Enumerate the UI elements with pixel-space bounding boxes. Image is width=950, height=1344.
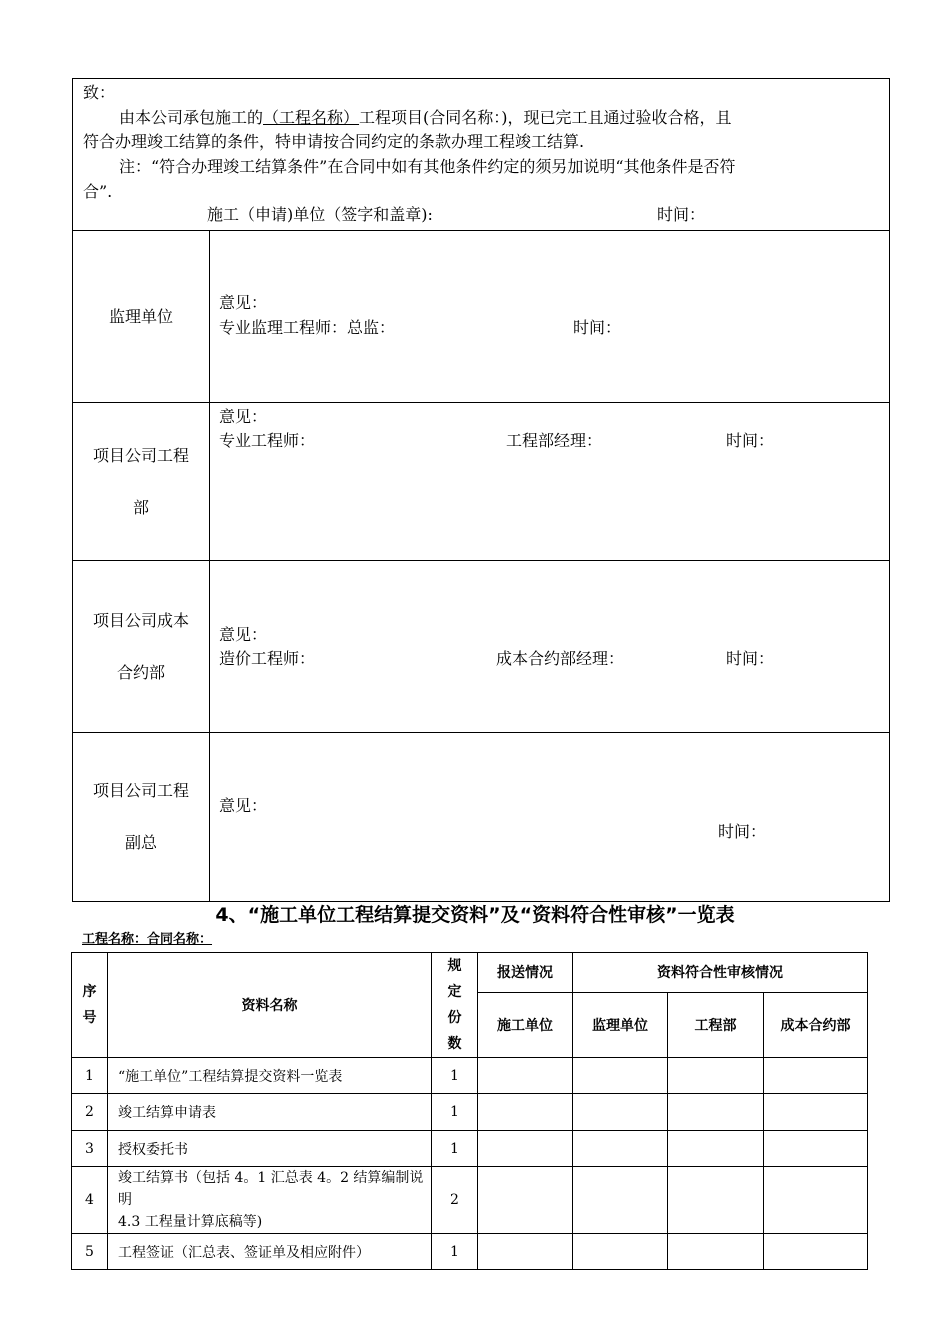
header-seq: 序 号: [72, 953, 108, 1058]
row-seq: 4: [72, 1167, 108, 1234]
statement-line-1: [119, 106, 732, 130]
engineering-cell[interactable]: [668, 1131, 764, 1167]
row-document-name: 工程签证（汇总表、签证单及相应附件）: [108, 1234, 432, 1270]
supervision-time-label: 时间：: [573, 318, 622, 337]
row-copies: 1: [432, 1131, 478, 1167]
cost-estimator-label: 造价工程师：: [219, 649, 316, 668]
supervision-cell[interactable]: [573, 1234, 668, 1270]
supervision-opinion-label: 意见：: [219, 293, 268, 312]
vice-president-label-cell: 项目公司工程 副总: [73, 733, 210, 901]
engineering-cell[interactable]: [668, 1167, 764, 1234]
settlement-application-form: [72, 78, 890, 902]
engineering-opinion-label: 意见：: [219, 407, 268, 426]
applicant-time-label: 时间：: [657, 205, 706, 224]
submission-review-table: [71, 952, 868, 1270]
contractor-cell[interactable]: [478, 1131, 573, 1167]
note-line-2: 合”.: [83, 182, 113, 201]
row-seq: 2: [72, 1094, 108, 1131]
supervision-cell[interactable]: [573, 1094, 668, 1131]
project-contract-name-line: 工程名称：合同名称：: [82, 932, 213, 947]
project-name-field[interactable]: （工程名称）: [263, 108, 360, 127]
row-seq: 5: [72, 1234, 108, 1270]
header-required-copies: 规 定 份 数: [432, 953, 478, 1058]
cost-contract-cell[interactable]: [764, 1234, 868, 1270]
cost-opinion-label: 意见：: [219, 625, 268, 644]
header-supervision: 监理单位: [573, 992, 668, 1057]
cost-manager-label: 成本合约部经理：: [496, 649, 625, 668]
cost-contract-cell[interactable]: [764, 1131, 868, 1167]
supervision-row: [73, 231, 889, 403]
row-copies: 1: [432, 1094, 478, 1131]
table-row: [72, 1131, 868, 1167]
statement-part2: 工程项目(合同名称：)，现已完工且通过验收合格，且: [359, 108, 732, 127]
table-row: [72, 1058, 868, 1094]
header-contractor: 施工单位: [478, 992, 573, 1057]
row-copies: 1: [432, 1058, 478, 1094]
applicant-signature-label: 施工（申请)单位（签字和盖章):: [207, 205, 433, 224]
engineering-manager-label: 工程部经理：: [506, 431, 603, 450]
engineering-time-label: 时间：: [726, 431, 775, 450]
section-title: 4、“施工单位工程结算提交资料”及“资料符合性审核”一览表: [215, 904, 735, 926]
cost-contract-cell[interactable]: [764, 1058, 868, 1094]
header-document-name: 资料名称: [108, 953, 432, 1058]
row-copies: 1: [432, 1234, 478, 1270]
row-document-name: 授权委托书: [108, 1131, 432, 1167]
engineering-cell[interactable]: [668, 1094, 764, 1131]
contractor-cell[interactable]: [478, 1167, 573, 1234]
cost-time-label: 时间：: [726, 649, 775, 668]
row-copies: 2: [432, 1167, 478, 1234]
engineering-dept-label-cell: 项目公司工程 部: [73, 403, 210, 560]
supervision-label-cell: 监理单位: [73, 231, 210, 402]
engineering-cell[interactable]: [668, 1058, 764, 1094]
header-submission-status: 报送情况: [478, 953, 573, 993]
vp-opinion-label: 意见：: [219, 796, 268, 815]
supervision-signers: 专业监理工程师：总监：: [219, 318, 396, 337]
application-statement-block: [73, 79, 889, 231]
header-conformity-review: 资料符合性审核情况: [573, 953, 868, 993]
recipient-label: 致：: [83, 83, 116, 102]
contractor-cell[interactable]: [478, 1094, 573, 1131]
row-document-name: “施工单位”工程结算提交资料一览表: [108, 1058, 432, 1094]
vice-president-row: [73, 733, 889, 901]
row-seq: 1: [72, 1058, 108, 1094]
contractor-cell[interactable]: [478, 1058, 573, 1094]
supervision-cell[interactable]: [573, 1131, 668, 1167]
contractor-cell[interactable]: [478, 1234, 573, 1270]
table-row: [72, 1234, 868, 1270]
engineering-engineer-label: 专业工程师：: [219, 431, 316, 450]
cost-contract-cell[interactable]: [764, 1094, 868, 1131]
row-document-name: 竣工结算书（包括 4。1 汇总表 4。2 结算编制说明 4.3 工程量计算底稿等): [108, 1167, 432, 1234]
engineering-cell[interactable]: [668, 1234, 764, 1270]
supervision-cell[interactable]: [573, 1058, 668, 1094]
engineering-dept-row: [73, 403, 889, 561]
cost-contract-cell[interactable]: [764, 1167, 868, 1234]
table-row: [72, 1167, 868, 1234]
statement-part1: 由本公司承包施工的: [119, 108, 264, 127]
header-engineering: 工程部: [668, 992, 764, 1057]
statement-line-2: 符合办理竣工结算的条件，特申请按合同约定的条款办理工程竣工结算.: [83, 132, 585, 151]
table-row: [72, 1094, 868, 1131]
row-seq: 3: [72, 1131, 108, 1167]
row-document-name: 竣工结算申请表: [108, 1094, 432, 1131]
note-line-1: 注：“符合办理竣工结算条件”在合同中如有其他条件约定的须另加说明“其他条件是否符: [119, 157, 736, 176]
vp-time-label: 时间：: [718, 822, 767, 841]
supervision-cell[interactable]: [573, 1167, 668, 1234]
cost-dept-row: [73, 561, 889, 733]
table-header-row-1: [72, 953, 868, 993]
cost-dept-label-cell: 项目公司成本 合约部: [73, 561, 210, 732]
header-cost-contract: 成本合约部: [764, 992, 868, 1057]
